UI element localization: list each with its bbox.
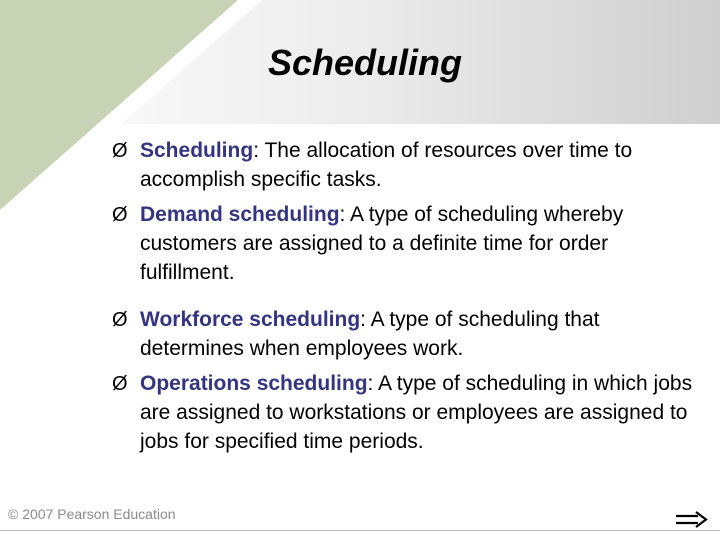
bullet-list	[112, 136, 702, 456]
slide-title: Scheduling	[267, 42, 462, 83]
arrow-bullet-icon: Ø	[112, 204, 128, 226]
bullet-item	[112, 305, 702, 363]
arrow-bullet-icon: Ø	[112, 309, 128, 331]
arrow-bullet-icon: Ø	[112, 373, 128, 395]
bullet-definition: : The allocation of resources over time to accomplish specific tasks.	[140, 139, 633, 191]
double-arrow-right-icon	[672, 509, 710, 531]
bullet-item	[112, 136, 702, 194]
bullet-term: Demand scheduling	[140, 203, 340, 226]
bullet-item	[112, 200, 702, 287]
bullet-term: Workforce scheduling	[140, 308, 361, 331]
bullet-term: Scheduling	[140, 139, 254, 162]
bullet-definition: : A type of scheduling whereby customers are assigned to a definite time for order fulfillment.	[140, 203, 624, 284]
slide-title-container	[0, 42, 720, 84]
bullet-item	[112, 369, 702, 456]
bullet-definition: : A type of scheduling in which jobs are assigned to workstations or employees are assigned to jobs for specified time periods.	[140, 372, 693, 453]
bullet-term: Operations scheduling	[140, 372, 368, 395]
arrow-bullet-icon: Ø	[112, 140, 128, 162]
bullet-definition: : A type of scheduling that determines when employees work.	[140, 308, 600, 360]
copyright-text: © 2007 Pearson Education	[8, 506, 176, 522]
footer-divider	[0, 530, 720, 531]
next-slide-button[interactable]	[672, 509, 710, 531]
